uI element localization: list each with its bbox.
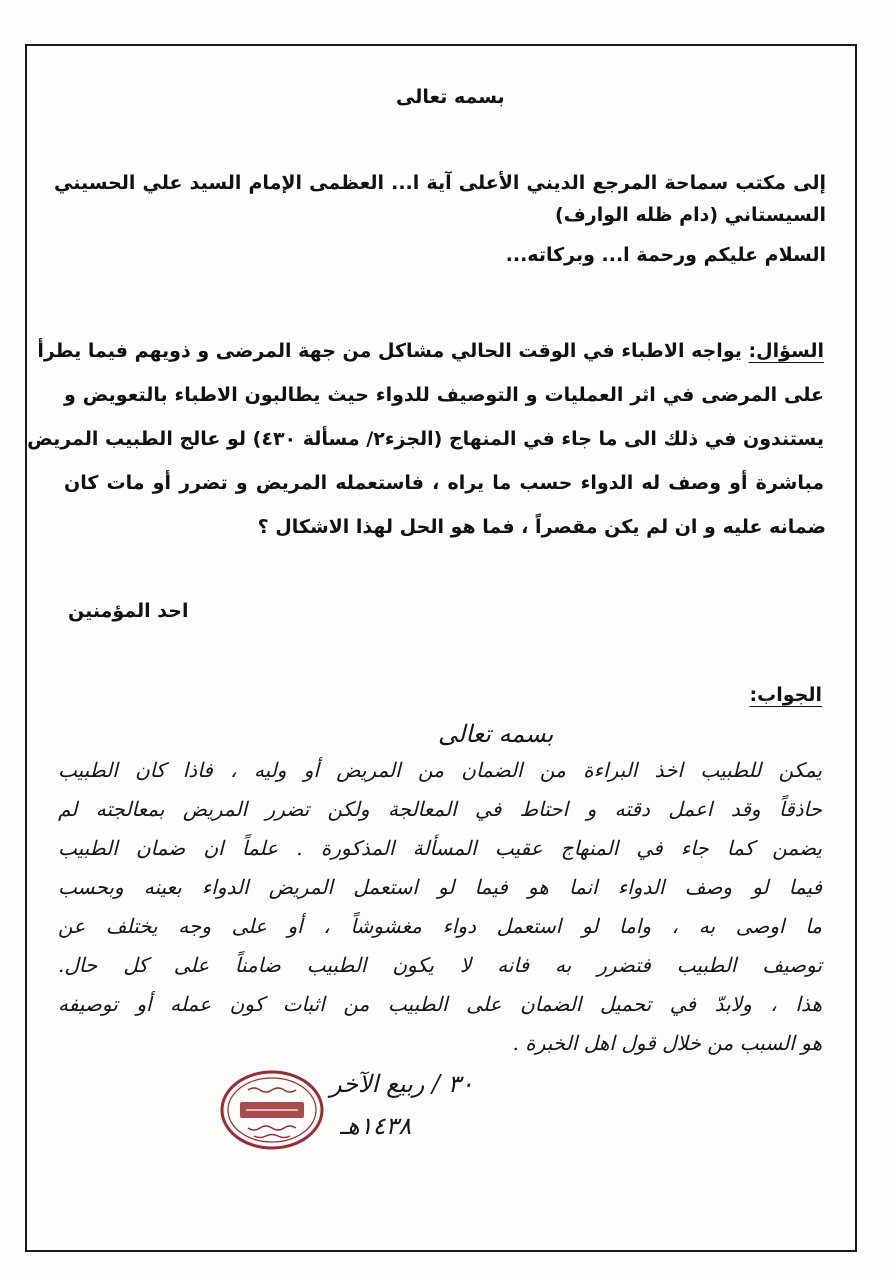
question-label: السؤال:: [748, 340, 824, 362]
answer-line-4: فيما لو وصف الدواء انما هو فيما لو استعمل المريض الدواء بعينه وبحسب: [58, 875, 822, 899]
answer-label: الجواب:: [749, 684, 822, 706]
question-line-3: يستندون في ذلك الى ما جاء في المنهاج (الجزء٢/ مسألة ٤٣٠) لو عالج الطبيب المريض: [27, 428, 824, 450]
answer-line-3: يضمن كما جاء في المنهاج عقيب المسألة المذكورة . علماً ان ضمان الطبيب: [58, 836, 822, 860]
answer-basmala: بسمه تعالى: [438, 720, 554, 748]
office-seal-stamp: [218, 1068, 326, 1152]
question-text-1: يواجه الاطباء في الوقت الحالي مشاكل من جهة المرضى و ذويهم فيما يطرأ: [37, 340, 749, 362]
addressee-line-2: السيستاني (دام ظله الوارف): [555, 204, 826, 226]
answer-line-5: ما اوصى به ، واما لو استعمل دواء مغشوشاً ، أو على وجه يختلف عن: [58, 914, 822, 938]
question-signature: احد المؤمنين: [68, 600, 189, 622]
question-line-5: ضمانه عليه و ان لم يكن مقصراً ، فما هو الحل لهذا الاشكال ؟: [257, 516, 826, 538]
header-basmala: بسمه تعالى: [396, 86, 505, 108]
answer-line-2: حاذقاً وقد اعمل دقته و احتاط في المعالجة ولكن تضرر المريض بمعالجته لم: [58, 797, 822, 821]
answer-date-line-1: ٣٠ / ربيع الآخر: [330, 1070, 474, 1098]
answer-line-6: توصيف الطبيب فتضرر به فانه لا يكون الطبيب ضامناً على كل حال.: [58, 953, 822, 977]
answer-line-1: يمكن للطبيب اخذ البراءة من الضمان من المريض أو وليه ، فاذا كان الطبيب: [58, 758, 822, 782]
greeting-line: السلام عليكم ورحمة ا... وبركاته...: [505, 244, 826, 266]
question-line-1: [37, 340, 824, 362]
question-line-4: مباشرة أو وصف له الدواء حسب ما يراه ، فاستعمله المريض و تضرر أو مات كان: [64, 472, 824, 494]
answer-date-line-2: ١٤٣٨هـ: [340, 1112, 412, 1140]
question-line-2: على المرضى في اثر العمليات و التوصيف للدواء حيث يطالبون الاطباء بالتعويض و: [64, 384, 824, 406]
answer-line-8: هو السبب من خلال قول اهل الخبرة .: [512, 1031, 822, 1055]
answer-line-7: هذا ، ولابدّ في تحميل الضمان على الطبيب من اثبات كون عمله أو توصيفه: [58, 992, 822, 1016]
addressee-line-1: إلى مكتب سماحة المرجع الديني الأعلى آية ا... العظمى الإمام السيد علي الحسيني: [54, 172, 826, 194]
